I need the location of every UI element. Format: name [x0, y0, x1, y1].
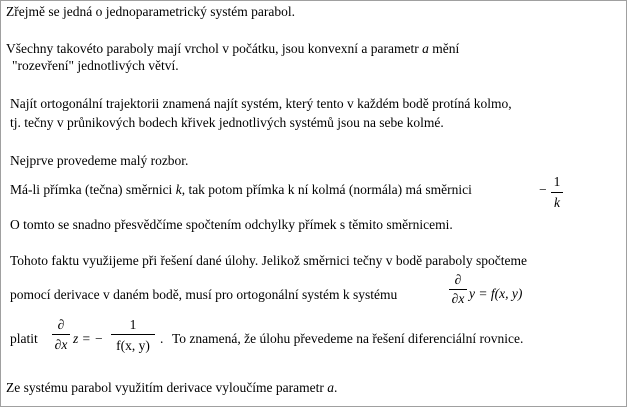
paragraph-3-line-2: tj. tečny v průnikových bodech křivek jednotlivých systémů jsou na sebe kolmé. [10, 115, 444, 130]
p5-text-a: Má-li přímka (tečna) směrnici [10, 182, 173, 197]
p5-frac-num: 1 [553, 174, 561, 189]
eq1-num: ∂ [454, 272, 462, 287]
eq2-bar [52, 334, 70, 335]
paragraph-5-line-1 [10, 182, 472, 198]
eq1-den: ∂x [451, 291, 465, 306]
eq2-dot: . [160, 331, 164, 346]
p5-var-k: k [175, 182, 182, 197]
p2-var-a: a [422, 41, 429, 56]
eq2-num: ∂ [57, 317, 65, 332]
paragraph-3-line-1: Najít ortogonální trajektorii znamená najít systém, který tento v každém bodě protíná kolmo, [10, 96, 512, 111]
paragraph-6: O tomto se snadno přesvědčíme spočtením odchylky přímek s těmito směrnicemi. [10, 217, 453, 232]
eq2-fnum: 1 [129, 317, 137, 332]
eq1-rest: y = f(x, y) [469, 286, 523, 301]
paragraph-1: Zřejmě se jedná o jednoparametrický systém parabol. [6, 4, 296, 19]
p2-text-a: Všechny takovéto paraboly mají vrchol v počátku, jsou konvexní a parametr [6, 41, 419, 56]
p9-end: . [334, 380, 338, 395]
p8-label: platit [10, 331, 38, 346]
paragraph-9 [6, 380, 337, 396]
p2-text-b: mění [432, 41, 460, 56]
p9-text: Ze systému parabol využitím derivace vyloučíme parametr [6, 380, 324, 395]
p5-minus: − [539, 182, 547, 197]
paragraph-8: To znamená, že úlohu převedeme na řešení diferenciální rovnice. [172, 331, 524, 346]
p9-var-a: a [327, 380, 335, 395]
p5-frac-den: k [554, 195, 560, 210]
paragraph-4: Nejprve provedeme malý rozbor. [10, 153, 189, 168]
p5-frac-bar [551, 192, 563, 193]
paragraph-2-line-1 [6, 41, 459, 57]
eq2-mid: z = − [73, 331, 104, 346]
p5-text-b: , tak potom přímka k ní kolmá (normála) má směrnici [181, 182, 472, 197]
eq2-fden: f(x, y) [116, 338, 150, 353]
paragraph-2-line-2: "rozevření" jednotlivých větví. [12, 58, 179, 73]
eq2-fbar [111, 334, 155, 335]
eq1-bar [449, 289, 467, 290]
paragraph-7-line-2: pomocí derivace v daném bodě, musí pro ortogonální systém k systému [10, 287, 398, 302]
eq2-den: ∂x [54, 337, 68, 352]
paragraph-7-line-1: Tohoto faktu využijeme při řešení dané úlohy. Jelikož směrnici tečny v bodě paraboly spočteme [10, 253, 528, 268]
